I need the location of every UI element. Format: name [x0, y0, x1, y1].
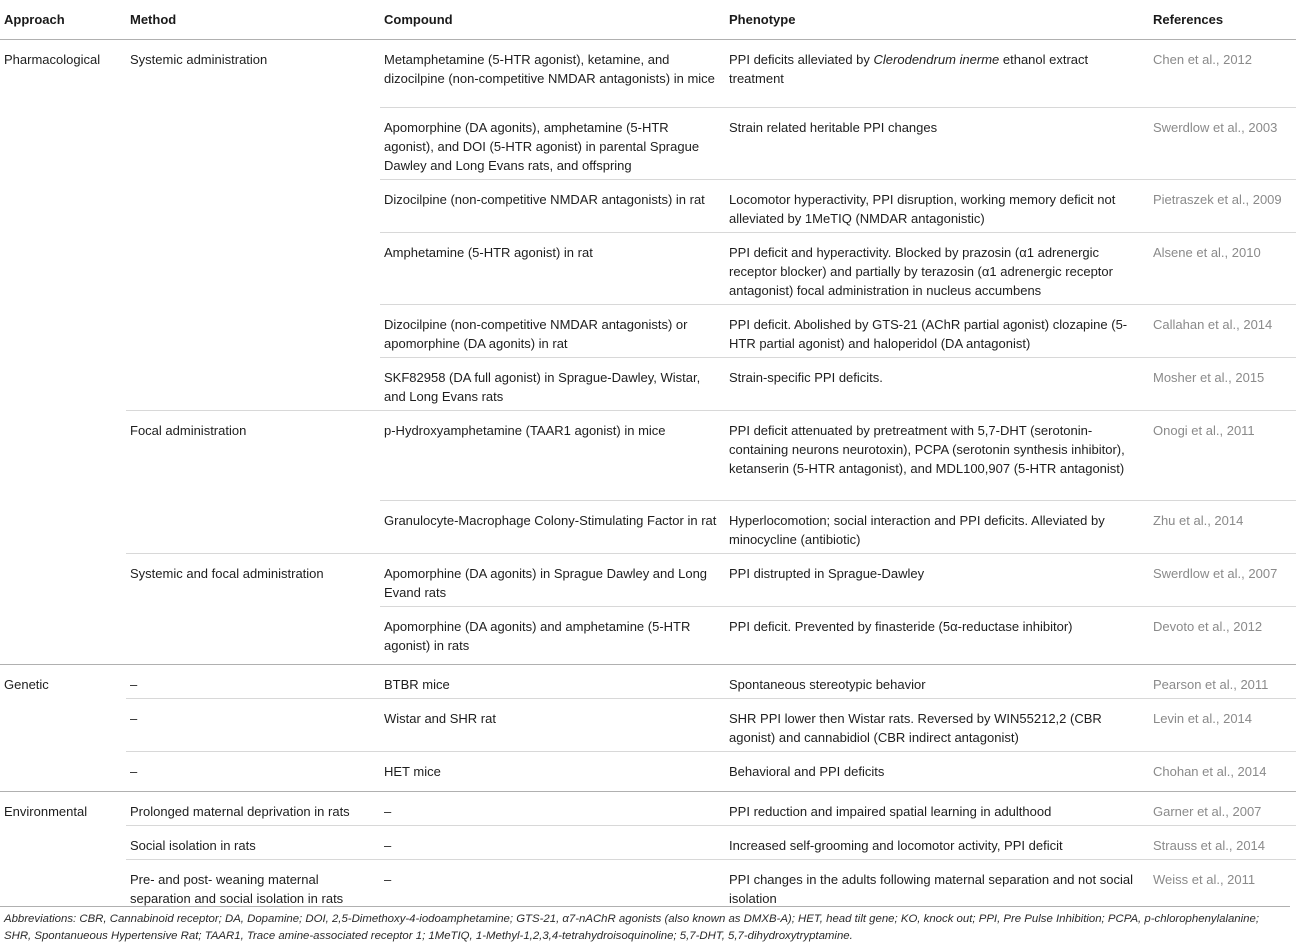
cell-method [126, 500, 380, 553]
cell-phenotype: Hyperlocomotion; social interaction and PPI deficits. Alleviated by minocycline (antibiotic) [725, 500, 1149, 553]
table-row [0, 825, 1296, 859]
cell-reference[interactable]: Chen et al., 2012 [1153, 51, 1253, 67]
cell-compound: – [380, 791, 725, 825]
table-row [0, 553, 1296, 606]
cell-approach [0, 606, 126, 664]
header-method: Method [126, 0, 380, 39]
cell-phenotype: Spontaneous stereotypic behavior [725, 664, 1149, 698]
cell-compound: Apomorphine (DA agonits) in Sprague Dawley and Long Evand rats [380, 553, 725, 606]
table-row [0, 791, 1296, 825]
cell-method: – [126, 751, 380, 791]
cell-method [126, 107, 380, 179]
cell-method [126, 606, 380, 664]
cell-reference[interactable]: Devoto et al., 2012 [1149, 606, 1296, 664]
cell-reference[interactable]: Garner et al., 2007 [1149, 791, 1296, 825]
cell-reference[interactable]: Chohan et al., 2014 [1149, 751, 1296, 791]
cell-reference[interactable]: Weiss et al., 2011 [1149, 859, 1296, 912]
cell-approach [0, 500, 126, 553]
cell-approach [0, 698, 126, 751]
phenotype-text: PPI deficits alleviated by [729, 51, 874, 67]
header-compound: Compound [380, 0, 725, 39]
cell-phenotype: SHR PPI lower then Wistar rats. Reversed by WIN55212,2 (CBR agonist) and cannabidiol (CBR indirect antagonist) [725, 698, 1149, 751]
cell-approach [0, 304, 126, 357]
cell-reference[interactable]: Mosher et al., 2015 [1149, 357, 1296, 410]
table-row [0, 606, 1296, 664]
table-row [0, 39, 1296, 107]
cell-method: Social isolation in rats [126, 825, 380, 859]
cell-approach [0, 553, 126, 606]
cell-method: Prolonged maternal deprivation in rats [126, 791, 380, 825]
cell-phenotype: PPI reduction and impaired spatial learning in adulthood [725, 791, 1149, 825]
table-row [0, 664, 1296, 698]
cell-phenotype: Strain-specific PPI deficits. [725, 357, 1149, 410]
cell-method [126, 232, 380, 304]
table-row [0, 410, 1296, 500]
table-row [0, 698, 1296, 751]
cell-compound: Amphetamine (5-HTR agonist) in rat [380, 232, 725, 304]
cell-compound: Granulocyte-Macrophage Colony-Stimulating Factor in rat [380, 500, 725, 553]
cell-compound: SKF82958 (DA full agonist) in Sprague-Dawley, Wistar, and Long Evans rats [380, 357, 725, 410]
cell-approach [0, 825, 126, 859]
cell-phenotype: Increased self-grooming and locomotor activity, PPI deficit [725, 825, 1149, 859]
cell-reference[interactable]: Onogi et al., 2011 [1149, 410, 1296, 500]
header-references: References [1149, 0, 1296, 39]
cell-compound: Apomorphine (DA agonits) and amphetamine (5-HTR agonist) in rats [380, 606, 725, 664]
table-row [0, 304, 1296, 357]
cell-phenotype: PPI deficit and hyperactivity. Blocked by prazosin (α1 adrenergic receptor blocker) and partially by terazosin (α1 adrenergic receptor antagonist) focal administration in nucleus accumbens [725, 232, 1149, 304]
header-approach: Approach [0, 0, 126, 39]
cell-compound: Apomorphine (DA agonits), amphetamine (5-HTR agonist), and DOI (5-HTR agonist) in parental Sprague Dawley and Long Evans rats, and offspring [380, 107, 725, 179]
cell-approach: Pharmacological [4, 51, 101, 67]
cell-phenotype: PPI distrupted in Sprague-Dawley [725, 553, 1149, 606]
cell-compound: p-Hydroxyamphetamine (TAAR1 agonist) in mice [380, 410, 725, 500]
cell-method: – [126, 664, 380, 698]
cell-compound: Metamphetamine (5-HTR agonist), ketamine, and dizocilpine (non-competitive NMDAR antagonists) in mice [384, 51, 715, 86]
cell-approach: Environmental [0, 791, 126, 825]
cell-approach: Genetic [0, 664, 126, 698]
species-name: Clerodendrum inerme [873, 51, 1000, 67]
cell-method: – [126, 698, 380, 751]
cell-compound: BTBR mice [380, 664, 725, 698]
cell-phenotype [725, 39, 1149, 107]
cell-compound: Dizocilpine (non-competitive NMDAR antagonists) in rat [380, 179, 725, 232]
cell-reference[interactable]: Callahan et al., 2014 [1149, 304, 1296, 357]
cell-phenotype: Behavioral and PPI deficits [725, 751, 1149, 791]
cell-method [126, 304, 380, 357]
cell-phenotype: PPI deficit attenuated by pretreatment with 5,7-DHT (serotonin-containing neurons neurotoxin), PCPA (serotonin synthesis inhibitor), ketanserin (5-HTR antagonist), and MDL100,907 (5-HTR antagonist) [725, 410, 1149, 500]
cell-reference[interactable]: Pietraszek et al., 2009 [1149, 179, 1296, 232]
cell-approach [0, 751, 126, 791]
abbreviations-footnote: Abbreviations: CBR, Cannabinoid receptor; DA, Dopamine; DOI, 2,5-Dimethoxy-4-iodoamphetamine; GTS-21, α7-nAChR agonists (also known as DMXB-A); HET, head tilt gene; KO, knock out; PPI, Pre Pulse Inhibition; PCPA, p-chlorophenylalanine; SHR, Spontanueous Hypertensive Rat; TAAR1, Trace amine-associated receptor 1; 1MeTIQ, 1-Methyl-1,2,3,4-tetrahydroisoquinoline; 5,7-DHT, 5,7-dihydroxytryptamine. [0, 906, 1290, 945]
cell-reference[interactable]: Pearson et al., 2011 [1149, 664, 1296, 698]
cell-approach [0, 179, 126, 232]
cell-reference[interactable]: Swerdlow et al., 2007 [1149, 553, 1296, 606]
cell-compound: – [380, 825, 725, 859]
cell-compound: – [380, 859, 725, 912]
phenotype-text: ethanol extract treatment [729, 51, 1089, 86]
cell-compound: Wistar and SHR rat [380, 698, 725, 751]
cell-method: Systemic administration [130, 51, 268, 67]
cell-method [126, 357, 380, 410]
cell-approach [0, 357, 126, 410]
cell-approach [0, 859, 126, 912]
cell-reference[interactable]: Levin et al., 2014 [1149, 698, 1296, 751]
cell-method: Pre- and post- weaning maternal separation and social isolation in rats [126, 859, 380, 912]
cell-phenotype: PPI deficit. Prevented by finasteride (5α-reductase inhibitor) [725, 606, 1149, 664]
table-row [0, 232, 1296, 304]
table-row [0, 357, 1296, 410]
cell-method: Systemic and focal administration [126, 553, 380, 606]
cell-approach [0, 107, 126, 179]
table-row [0, 179, 1296, 232]
cell-approach [0, 410, 126, 500]
cell-reference[interactable]: Zhu et al., 2014 [1149, 500, 1296, 553]
cell-phenotype: Locomotor hyperactivity, PPI disruption, working memory deficit not alleviated by 1MeTIQ (NMDAR antagonistic) [725, 179, 1149, 232]
cell-reference[interactable]: Alsene et al., 2010 [1149, 232, 1296, 304]
cell-compound: HET mice [380, 751, 725, 791]
cell-phenotype: PPI changes in the adults following maternal separation and not social isolation [725, 859, 1149, 912]
cell-approach [0, 232, 126, 304]
table-row [0, 500, 1296, 553]
header-phenotype: Phenotype [725, 0, 1149, 39]
table-row [0, 107, 1296, 179]
cell-reference[interactable]: Strauss et al., 2014 [1149, 825, 1296, 859]
cell-method: Focal administration [126, 410, 380, 500]
table-row [0, 859, 1296, 912]
header-row [0, 0, 1296, 39]
cell-phenotype: PPI deficit. Abolished by GTS-21 (AChR partial agonist) clozapine (5-HTR partial agonist) and haloperidol (DA antagonist) [725, 304, 1149, 357]
cell-method [126, 179, 380, 232]
table-row [0, 751, 1296, 791]
cell-reference[interactable]: Swerdlow et al., 2003 [1149, 107, 1296, 179]
cell-phenotype: Strain related heritable PPI changes [725, 107, 1149, 179]
cell-compound: Dizocilpine (non-competitive NMDAR antagonists) or apomorphine (DA agonits) in rat [380, 304, 725, 357]
